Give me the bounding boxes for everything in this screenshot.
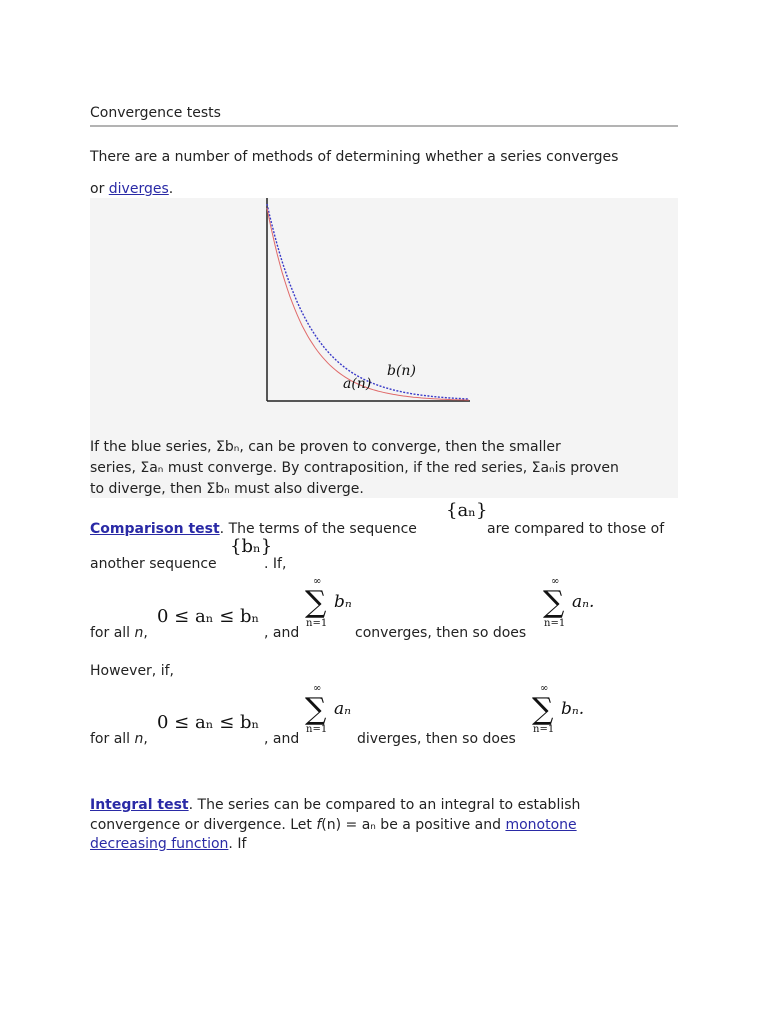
- row1-sum2-sigma: ∑: [543, 585, 565, 620]
- however-text: However, if,: [90, 663, 174, 679]
- row1-sum2-term: aₙ.: [572, 592, 595, 612]
- intro-prefix: or: [90, 181, 109, 197]
- section-divider: [90, 125, 678, 127]
- sequence-a-math: {aₙ}: [446, 500, 488, 521]
- caption-line-3: to diverge, then Σbₙ must also diverge.: [90, 481, 364, 497]
- integral-paren-n: (n) = aₙ be a positive and: [321, 817, 506, 833]
- row2-n: n: [134, 731, 144, 747]
- sequence-b-math: {bₙ}: [230, 536, 273, 557]
- b-series-label: b(n): [387, 363, 416, 379]
- row2-for-all-text: for all: [90, 731, 135, 747]
- row2-sum2-sigma: ∑: [532, 692, 554, 727]
- row1-after: converges, then so does: [355, 625, 527, 641]
- monotone-link[interactable]: monotone: [505, 817, 577, 833]
- intro-line-1: There are a number of methods of determining whether a series converges: [90, 149, 619, 165]
- comparison-text-1: . The terms of the sequence: [219, 521, 417, 537]
- row1-sum2-upper: ∞: [551, 576, 560, 587]
- row2-and: , and: [264, 731, 300, 747]
- row2-sum1-upper: ∞: [313, 683, 322, 694]
- row1-comma: ,: [143, 625, 148, 641]
- row2-comma: ,: [143, 731, 148, 747]
- row1-for-all: [90, 624, 148, 642]
- row1-sum1-sigma: ∑: [305, 585, 327, 620]
- diverges-link[interactable]: diverges: [108, 181, 169, 197]
- row1-n: n: [134, 625, 144, 641]
- intro-suffix: .: [168, 181, 174, 197]
- integral-line-2: [90, 816, 577, 834]
- intro-line-2: [90, 180, 173, 198]
- row2-sum1-sigma: ∑: [305, 692, 327, 727]
- row1-for-all-text: for all: [90, 625, 135, 641]
- row2-for-all: [90, 730, 148, 748]
- caption-line-1: If the blue series, Σbₙ, can be proven to converge, then the smaller: [90, 439, 561, 455]
- series-comparison-figure: [260, 196, 480, 406]
- row2-inequality: 0 ≤ aₙ ≤ bₙ: [157, 712, 260, 733]
- integral-text-1: . The series can be compared to an integral to establish: [188, 797, 581, 813]
- row1-sum1-upper: ∞: [313, 576, 322, 587]
- section-title: Convergence tests: [90, 105, 221, 121]
- row1-inequality: 0 ≤ aₙ ≤ bₙ: [157, 606, 260, 627]
- b-series-curve: [267, 204, 469, 399]
- integral-text-2: convergence or divergence. Let: [90, 817, 317, 833]
- row1-sum1-term: bₙ: [334, 592, 352, 612]
- decreasing-function-link[interactable]: decreasing function: [90, 836, 229, 852]
- row2-after: diverges, then so does: [357, 731, 516, 747]
- row1-and: , and: [264, 625, 300, 641]
- integral-line-3: [90, 835, 246, 853]
- integral-f: f: [316, 817, 322, 833]
- row1-sum1-lower: n=1: [306, 618, 328, 629]
- row2-sum1-term: aₙ: [334, 699, 352, 719]
- row1-sum2-lower: n=1: [544, 618, 566, 629]
- comparison-text-2: are compared to those of: [487, 521, 665, 537]
- row2-sum2-term: bₙ.: [561, 699, 585, 719]
- integral-text-3: . If: [228, 836, 247, 852]
- comparison-text-4: . If,: [264, 556, 287, 572]
- row2-sum1-lower: n=1: [306, 724, 328, 735]
- caption-line-2: series, Σaₙ must converge. By contraposition, if the red series, Σaₙis proven: [90, 460, 619, 476]
- integral-line-1: [90, 796, 580, 814]
- comparison-text-3: another sequence: [90, 556, 217, 572]
- a-series-curve: [267, 208, 469, 400]
- a-series-label: a(n): [343, 376, 372, 392]
- row2-sum2-upper: ∞: [540, 683, 549, 694]
- row2-sum2-lower: n=1: [533, 724, 555, 735]
- integral-test-link[interactable]: Integral test: [90, 797, 189, 813]
- comparison-test-link[interactable]: Comparison test: [90, 521, 220, 537]
